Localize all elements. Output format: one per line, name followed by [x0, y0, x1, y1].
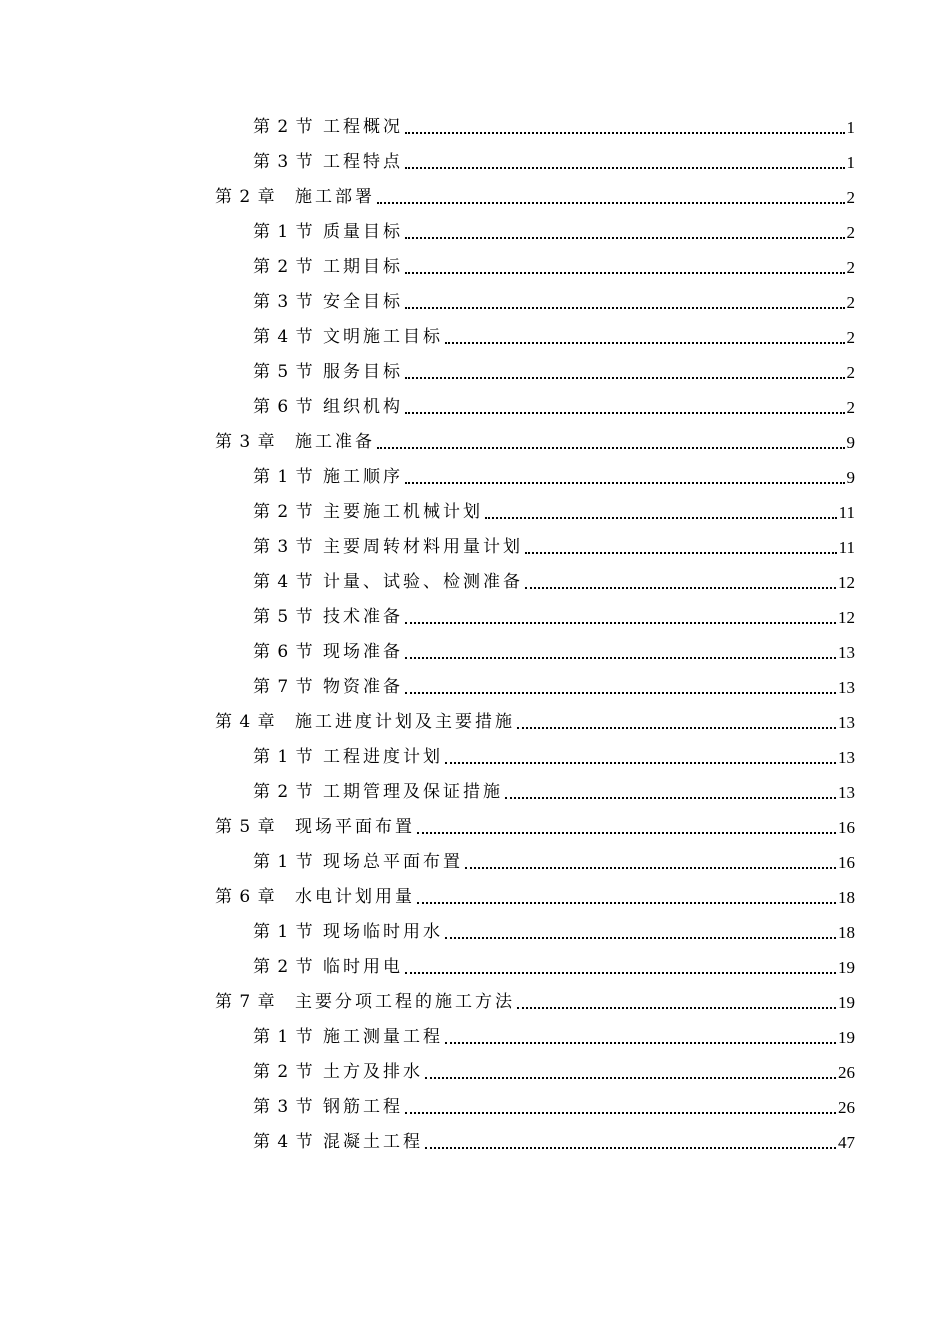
dot-leader: [417, 831, 836, 834]
dot-leader: [517, 1006, 836, 1009]
toc-entry-number: 第 6 节: [253, 642, 314, 662]
toc-page-number: 1: [846, 118, 855, 137]
toc-entry-title: 质量目标: [323, 222, 403, 242]
toc-chapter-entry[interactable]: [0, 425, 855, 460]
toc-entry-number: 第 5 节: [253, 362, 314, 382]
toc-page-number: 16: [838, 818, 855, 837]
dot-leader: [525, 586, 836, 589]
toc-section-entry[interactable]: [0, 285, 855, 320]
toc-section-entry[interactable]: [0, 845, 855, 880]
toc-entry-number: 第 7 章: [215, 992, 276, 1012]
toc-page-number: 16: [838, 853, 855, 872]
toc-section-entry[interactable]: [0, 915, 855, 950]
toc-entry-title: 组织机构: [323, 397, 403, 417]
toc-section-entry[interactable]: [0, 145, 855, 180]
toc-entry-title: 施工部署: [295, 187, 375, 207]
toc-page-number: 13: [838, 748, 855, 767]
dot-leader: [445, 936, 836, 939]
toc-entry-number: 第 5 节: [253, 607, 314, 627]
toc-section-entry[interactable]: [0, 670, 855, 705]
dot-leader: [405, 1111, 836, 1114]
toc-entry-title: 临时用电: [323, 957, 403, 977]
toc-page-number: 13: [838, 713, 855, 732]
toc-entry-title: 混凝土工程: [323, 1132, 423, 1152]
toc-entry-title: 主要施工机械计划: [323, 502, 483, 522]
toc-section-entry[interactable]: [0, 215, 855, 250]
toc-page-number: 2: [846, 328, 855, 347]
toc-entry-number: 第 1 节: [253, 852, 314, 872]
dot-leader: [405, 481, 845, 484]
toc-entry-number: 第 3 节: [253, 537, 314, 557]
dot-leader: [405, 376, 845, 379]
toc-section-entry[interactable]: [0, 1020, 855, 1055]
toc-chapter-entry[interactable]: [0, 985, 855, 1020]
dot-leader: [425, 1146, 836, 1149]
toc-entry-number: 第 3 节: [253, 152, 314, 172]
toc-page-number: 19: [838, 993, 855, 1012]
toc-entry-number: 第 6 章: [215, 887, 276, 907]
toc-entry-number: 第 2 节: [253, 957, 314, 977]
toc-section-entry[interactable]: [0, 1055, 855, 1090]
dot-leader: [445, 341, 845, 344]
toc-entry-number: 第 3 节: [253, 292, 314, 312]
dot-leader: [445, 761, 836, 764]
toc-entry-number: 第 2 节: [253, 502, 314, 522]
dot-leader: [405, 411, 845, 414]
dot-leader: [465, 866, 836, 869]
toc-entry-title: 服务目标: [323, 362, 403, 382]
toc-section-entry[interactable]: [0, 460, 855, 495]
toc-page-number: 2: [846, 223, 855, 242]
toc-entry-number: 第 1 节: [253, 747, 314, 767]
toc-section-entry[interactable]: [0, 495, 855, 530]
toc-section-entry[interactable]: [0, 320, 855, 355]
toc-section-entry[interactable]: [0, 740, 855, 775]
toc-entry-title: 现场准备: [323, 642, 403, 662]
toc-section-entry[interactable]: [0, 355, 855, 390]
toc-page-number: 2: [846, 188, 855, 207]
toc-entry-number: 第 3 章: [215, 432, 276, 452]
toc-page-number: 12: [838, 573, 855, 592]
toc-section-entry[interactable]: [0, 600, 855, 635]
toc-entry-title: 文明施工目标: [323, 327, 443, 347]
toc-page-number: 2: [846, 398, 855, 417]
toc-entry-title: 物资准备: [323, 677, 403, 697]
toc-page-number: 9: [846, 433, 855, 452]
toc-section-entry[interactable]: [0, 250, 855, 285]
toc-entry-number: 第 4 章: [215, 712, 276, 732]
toc-entry-title: 工程特点: [323, 152, 403, 172]
dot-leader: [525, 551, 837, 554]
toc-entry-title: 土方及排水: [323, 1062, 423, 1082]
toc-entry-number: 第 1 节: [253, 222, 314, 242]
toc-page-number: 13: [838, 783, 855, 802]
dot-leader: [485, 516, 837, 519]
dot-leader: [417, 901, 836, 904]
dot-leader: [517, 726, 836, 729]
toc-page-number: 13: [838, 678, 855, 697]
toc-entry-number: 第 2 节: [253, 257, 314, 277]
toc-page-number: 9: [846, 468, 855, 487]
toc-page-number: 19: [838, 958, 855, 977]
dot-leader: [405, 236, 845, 239]
toc-entry-title: 主要分项工程的施工方法: [295, 992, 515, 1012]
toc-entry-title: 施工进度计划及主要措施: [295, 712, 515, 732]
dot-leader: [445, 1041, 836, 1044]
toc-entry-number: 第 4 节: [253, 327, 314, 347]
toc-page-number: 18: [838, 888, 855, 907]
toc-entry-title: 现场临时用水: [323, 922, 443, 942]
toc-chapter-entry[interactable]: [0, 705, 855, 740]
toc-entry-number: 第 5 章: [215, 817, 276, 837]
toc-entry-title: 施工测量工程: [323, 1027, 443, 1047]
toc-chapter-entry[interactable]: [0, 810, 855, 845]
toc-page-number: 11: [838, 538, 855, 557]
toc-section-entry[interactable]: [0, 950, 855, 985]
toc-chapter-entry[interactable]: [0, 880, 855, 915]
dot-leader: [405, 656, 836, 659]
dot-leader: [405, 131, 845, 134]
toc-chapter-entry[interactable]: [0, 180, 855, 215]
toc-page-number: 12: [838, 608, 855, 627]
toc-section-entry[interactable]: [0, 775, 855, 810]
toc-entry-number: 第 2 节: [253, 117, 314, 137]
toc-page-number: 13: [838, 643, 855, 662]
toc-page-number: 2: [846, 258, 855, 277]
toc-entry-number: 第 4 节: [253, 572, 314, 592]
toc-entry-number: 第 2 章: [215, 187, 276, 207]
toc-entry-title: 水电计划用量: [295, 887, 415, 907]
dot-leader: [405, 971, 836, 974]
toc-entry-title: 工程进度计划: [323, 747, 443, 767]
toc-entry-number: 第 1 节: [253, 467, 314, 487]
toc-entry-title: 施工顺序: [323, 467, 403, 487]
toc-page-number: 26: [838, 1063, 855, 1082]
toc-entry-number: 第 2 节: [253, 782, 314, 802]
dot-leader: [405, 691, 836, 694]
toc-entry-title: 工程概况: [323, 117, 403, 137]
dot-leader: [377, 201, 845, 204]
toc-entry-title: 主要周转材料用量计划: [323, 537, 523, 557]
toc-page-number: 11: [838, 503, 855, 522]
toc-page-number: 2: [846, 363, 855, 382]
toc-entry-number: 第 1 节: [253, 922, 314, 942]
dot-leader: [425, 1076, 836, 1079]
toc-section-entry[interactable]: [0, 530, 855, 565]
toc-page-number: 26: [838, 1098, 855, 1117]
toc-entry-number: 第 1 节: [253, 1027, 314, 1047]
toc-section-entry[interactable]: [0, 1090, 855, 1125]
toc-page-number: 47: [838, 1133, 855, 1152]
toc-section-entry[interactable]: [0, 565, 855, 600]
dot-leader: [405, 166, 845, 169]
toc-entry-title: 现场总平面布置: [323, 852, 463, 872]
toc-page-number: 2: [846, 293, 855, 312]
toc-entry-number: 第 7 节: [253, 677, 314, 697]
toc-section-entry[interactable]: [0, 1125, 855, 1160]
toc-section-entry[interactable]: [0, 390, 855, 425]
toc-entry-title: 计量、试验、检测准备: [323, 572, 523, 592]
toc-section-entry[interactable]: [0, 635, 855, 670]
toc-entry-title: 钢筋工程: [323, 1097, 403, 1117]
toc-entry-number: 第 3 节: [253, 1097, 314, 1117]
toc-section-entry[interactable]: [0, 110, 855, 145]
dot-leader: [505, 796, 836, 799]
toc-entry-number: 第 4 节: [253, 1132, 314, 1152]
toc-entry-number: 第 6 节: [253, 397, 314, 417]
toc-entry-title: 工期目标: [323, 257, 403, 277]
table-of-contents: [0, 110, 950, 1160]
dot-leader: [405, 271, 845, 274]
toc-page-number: 18: [838, 923, 855, 942]
toc-entry-title: 安全目标: [323, 292, 403, 312]
dot-leader: [377, 446, 845, 449]
toc-entry-title: 技术准备: [323, 607, 403, 627]
toc-entry-title: 施工准备: [295, 432, 375, 452]
dot-leader: [405, 621, 836, 624]
toc-page-number: 1: [846, 153, 855, 172]
toc-entry-title: 工期管理及保证措施: [323, 782, 503, 802]
toc-page-number: 19: [838, 1028, 855, 1047]
dot-leader: [405, 306, 845, 309]
toc-entry-number: 第 2 节: [253, 1062, 314, 1082]
toc-entry-title: 现场平面布置: [295, 817, 415, 837]
